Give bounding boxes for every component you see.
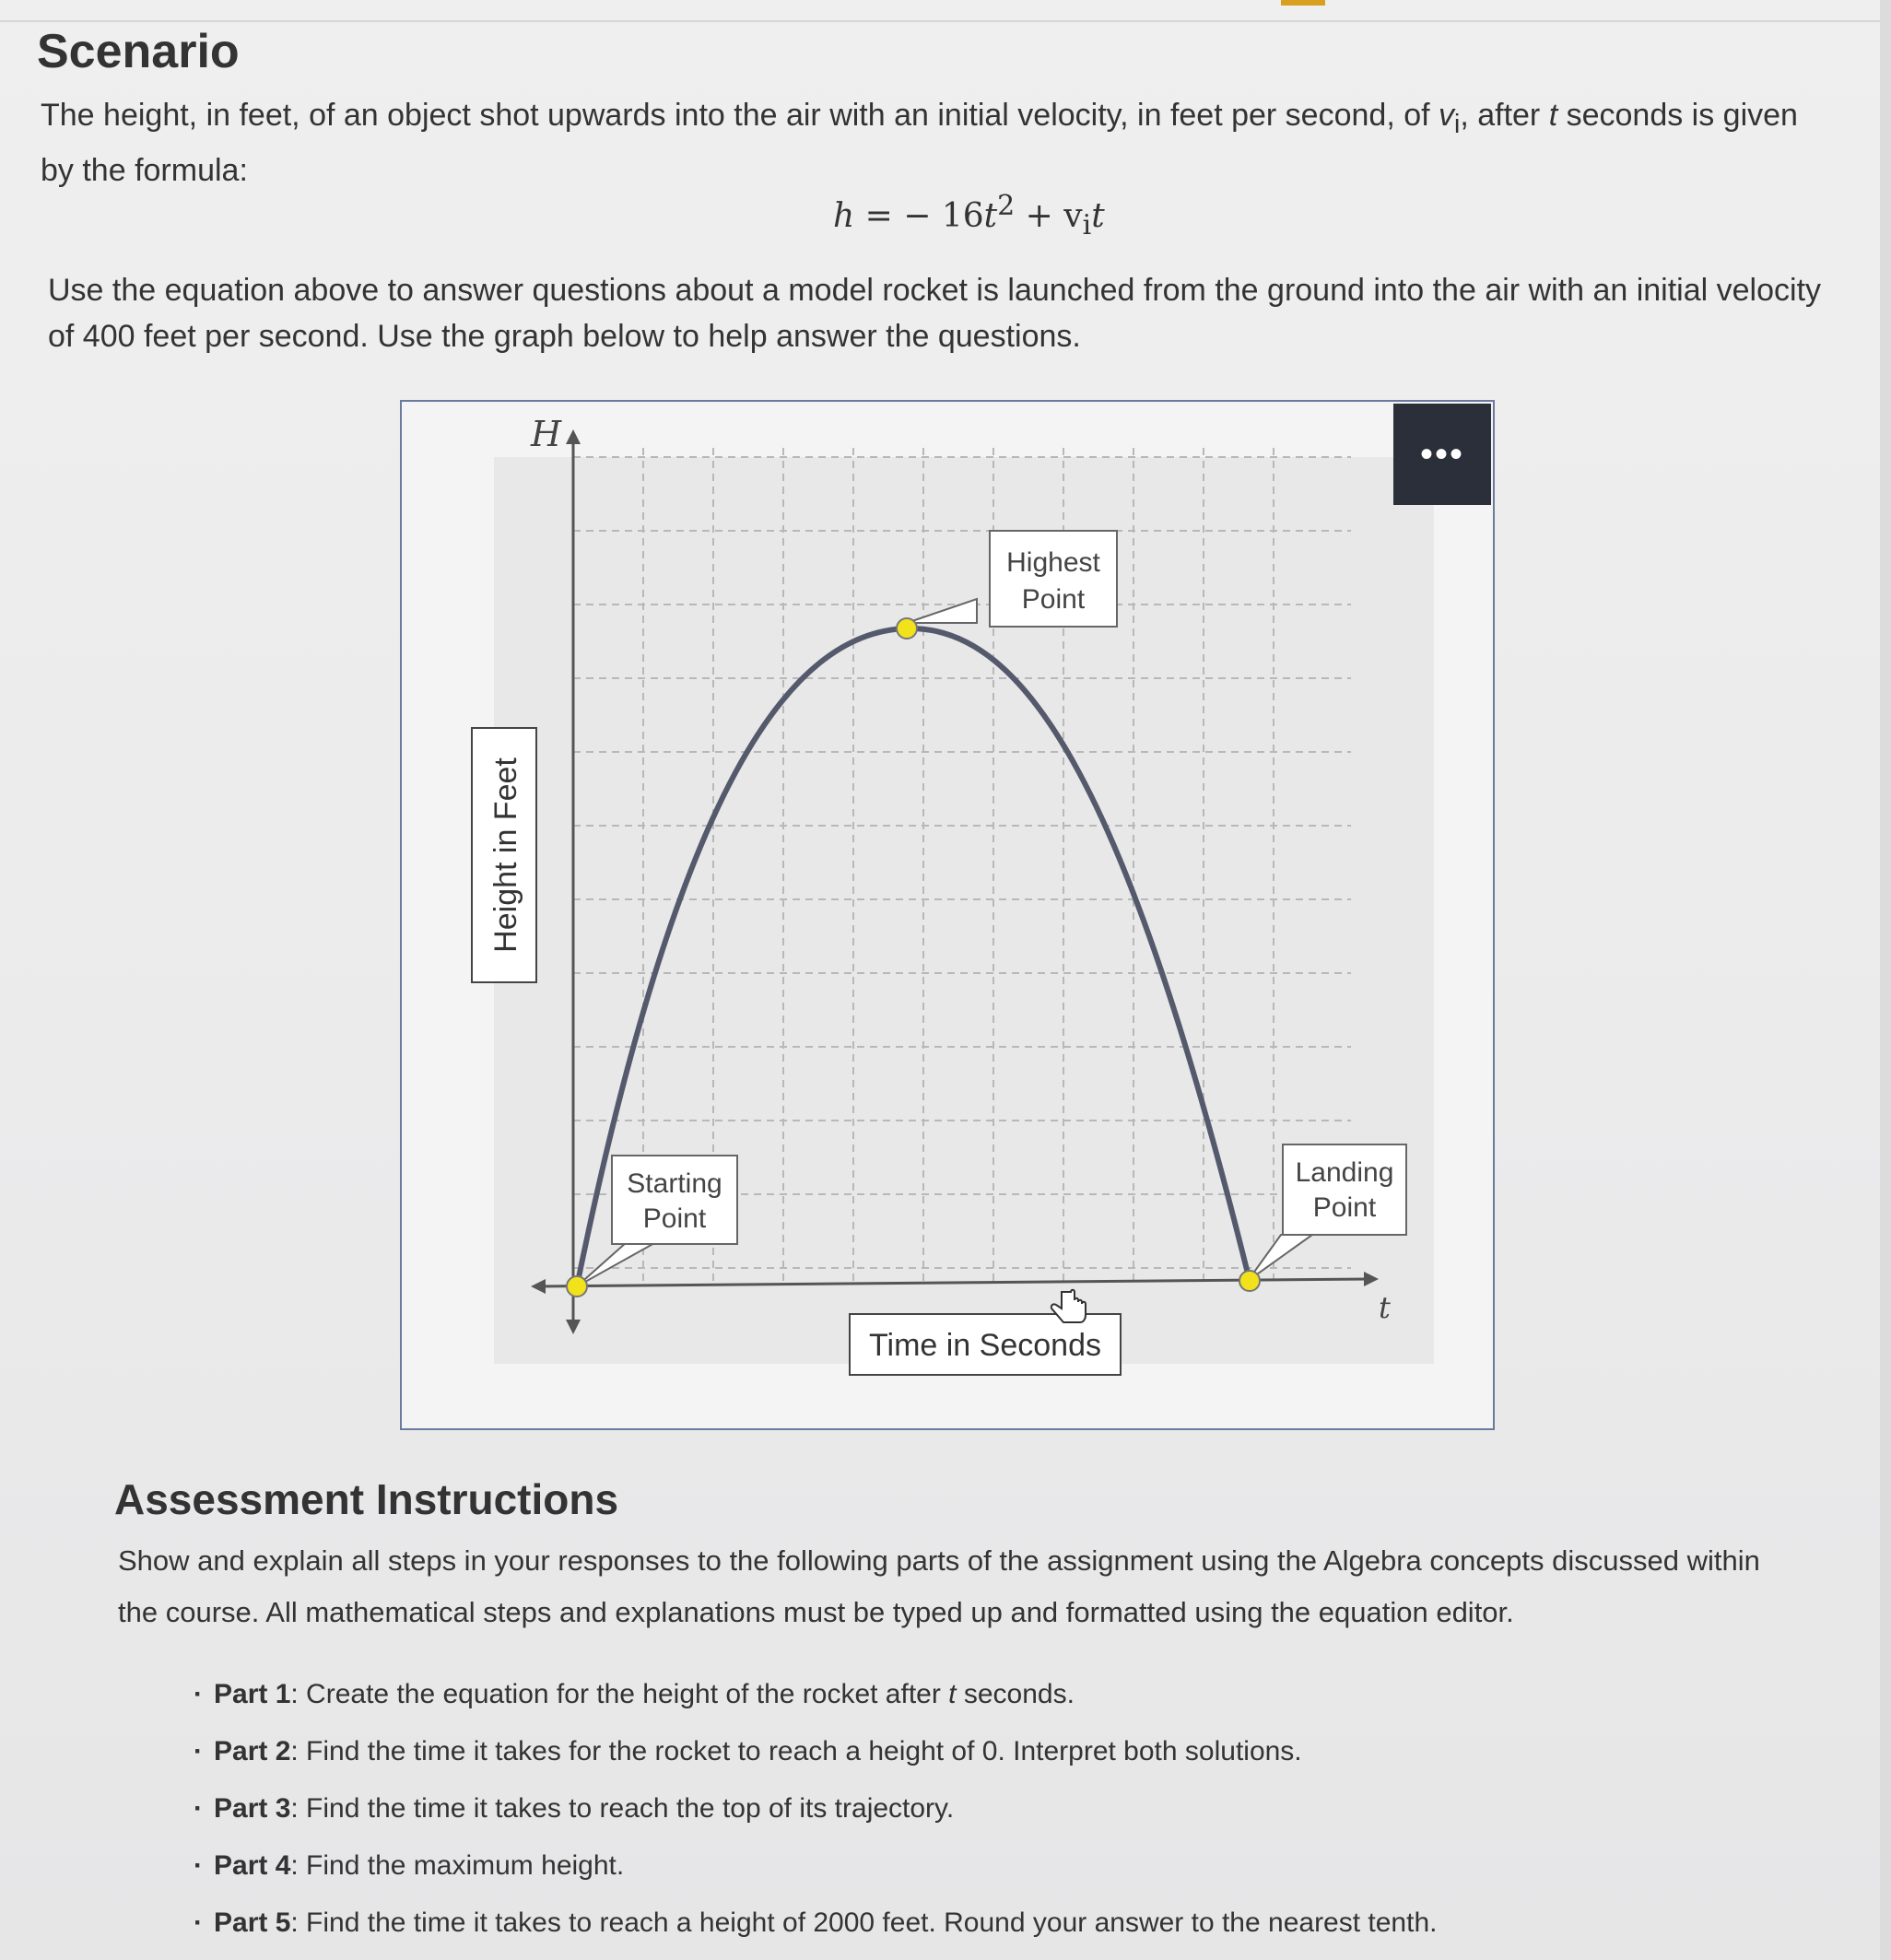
- highest-label-2: Point: [1021, 584, 1086, 615]
- formula-mid: = − 16: [854, 197, 984, 235]
- part-text-end: seconds.: [956, 1679, 1075, 1709]
- formula-plus-v: + v: [1015, 197, 1083, 235]
- scrollbar-track[interactable]: [1880, 0, 1891, 1960]
- intro-var-t: t: [1548, 98, 1558, 133]
- part-label: Part 3: [214, 1793, 291, 1824]
- scenario-intro: [41, 92, 1819, 194]
- formula-t2: t: [1091, 197, 1105, 235]
- y-axis-label: Height in Feet: [488, 757, 523, 953]
- highest-label-1: Highest: [1006, 547, 1100, 578]
- landing-point-marker: [1239, 1271, 1260, 1291]
- part-text: : Find the time it takes to reach the top of its trajectory.: [290, 1793, 955, 1824]
- intro-text-b: , after: [1460, 98, 1549, 133]
- landing-label-2: Point: [1312, 1192, 1377, 1223]
- formula-h: h: [833, 197, 855, 235]
- formula-exponent: 2: [997, 190, 1016, 222]
- assessment-body: Show and explain all steps in your responses to the following parts of the assignment using the Algebra concepts discussed within the course. All mathematical steps and explanations must be typed up and formatted using the equation editor.: [118, 1544, 1760, 1628]
- highest-point-marker: [897, 618, 917, 639]
- assessment-parts-list: [194, 1666, 1760, 1952]
- y-axis-letter: H: [531, 414, 562, 454]
- part-var: t: [948, 1679, 957, 1709]
- scenario-title: Scenario: [37, 25, 240, 78]
- intro-var-v: v: [1439, 98, 1455, 133]
- height-formula: [833, 190, 1105, 241]
- part-label: Part 1: [214, 1679, 291, 1709]
- top-indicator: [1281, 0, 1325, 6]
- formula-sub-i: i: [1082, 209, 1092, 242]
- trajectory-graph: [402, 402, 1493, 1428]
- starting-label-1: Starting: [627, 1168, 722, 1199]
- y-axis-arrow-up: [566, 429, 581, 444]
- intro-text-a: The height, in feet, of an object shot upwards into the air with an initial velocity, in feet per second, of: [41, 98, 1439, 133]
- landing-label-1: Landing: [1295, 1157, 1394, 1188]
- part-text: : Find the time it takes to reach a height of 2000 feet. Round your answer to the nearest tenth.: [290, 1907, 1438, 1938]
- graph-menu-button[interactable]: •••: [1393, 404, 1491, 505]
- part-item: [194, 1837, 1760, 1895]
- x-axis-label: Time in Seconds: [869, 1328, 1101, 1363]
- intro-var-sub: i: [1454, 109, 1461, 139]
- part-text: : Find the maximum height.: [290, 1850, 625, 1881]
- assessment-title: Assessment Instructions: [114, 1475, 619, 1523]
- part-text: : Find the time it takes for the rocket to reach a height of 0. Interpret both solutions.: [290, 1736, 1302, 1766]
- formula-t1: t: [983, 197, 998, 235]
- part-label: Part 2: [214, 1736, 291, 1766]
- scenario-prompt: Use the equation above to answer questions about a model rocket is launched from the ground into the air with an initial velocity of 400 feet per second. Use the graph below to help answer the questions.: [48, 273, 1822, 354]
- intro-text-c: seconds is given by the formula:: [41, 98, 1798, 188]
- part-item: [194, 1780, 1760, 1837]
- top-border: [0, 0, 1891, 22]
- part-item: [194, 1723, 1760, 1780]
- part-label: Part 5: [214, 1907, 291, 1938]
- x-axis-letter: t: [1379, 1290, 1391, 1325]
- part-item: [194, 1895, 1760, 1952]
- part-text: : Create the equation for the height of the rocket after: [290, 1679, 949, 1709]
- part-item: [194, 1666, 1760, 1723]
- part-label: Part 4: [214, 1850, 291, 1881]
- starting-label-2: Point: [642, 1203, 707, 1234]
- graph-frame: [400, 400, 1495, 1430]
- starting-point-marker: [567, 1276, 587, 1297]
